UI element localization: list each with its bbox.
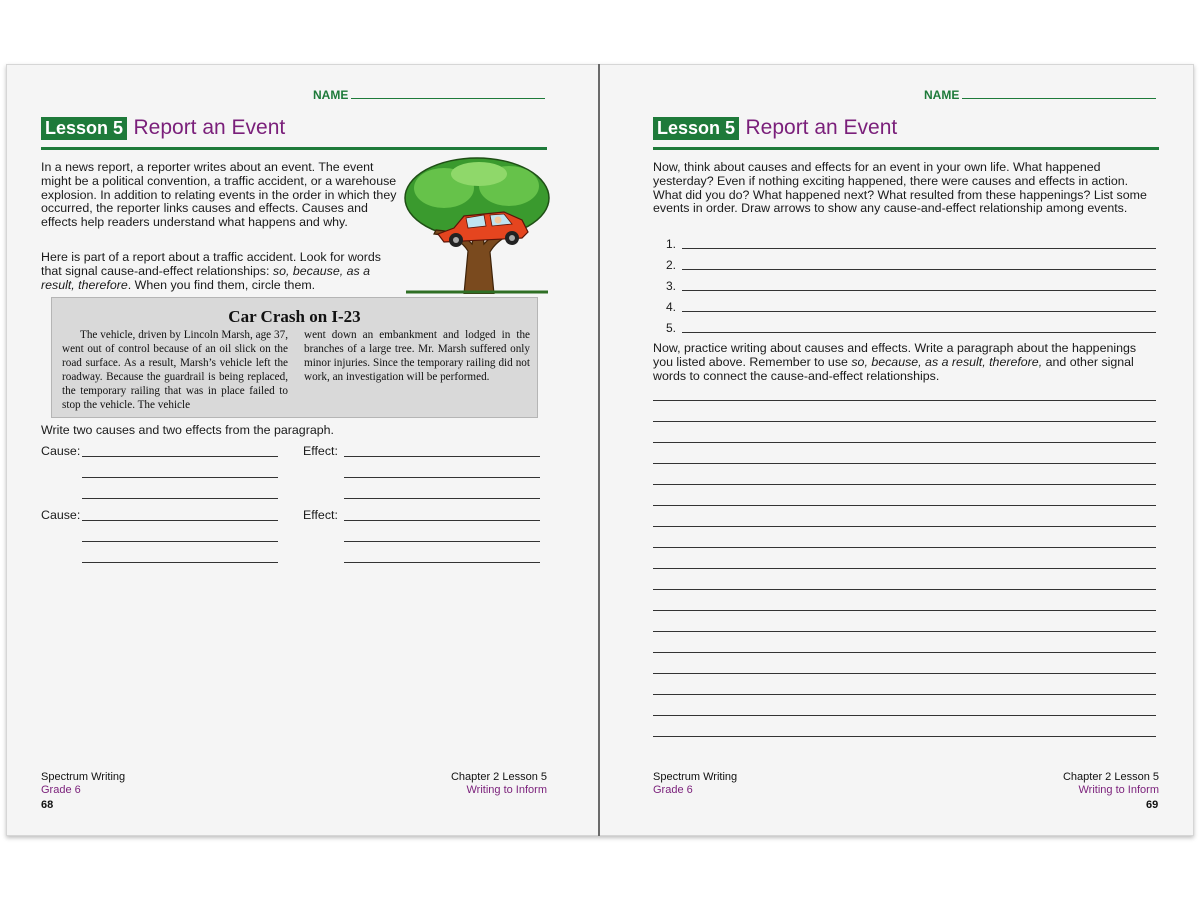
writing-line[interactable] <box>653 736 1156 737</box>
event-line-2[interactable] <box>682 269 1156 270</box>
event-line-4[interactable] <box>682 311 1156 312</box>
effect-label-1: Effect: <box>303 444 338 458</box>
page-number: 69 <box>1146 799 1159 811</box>
cause-1-line-2[interactable] <box>82 477 278 478</box>
lesson-tag: Lesson 5 <box>41 117 127 140</box>
writing-line[interactable] <box>653 463 1156 464</box>
writing-line[interactable] <box>653 505 1156 506</box>
intro-paragraph: Now, think about causes and effects for an event in your own life. What happened yesterday? Even if nothing exciting happened, there were causes and effects in action. What did you do? What happened next? What resulted from these happenings? List some events in order. Draw arrows to show any cause-and-effect relationship among events. <box>653 160 1147 216</box>
writing-line[interactable] <box>653 400 1156 401</box>
footer-section: Writing to Inform <box>466 784 547 796</box>
practice-pre: Now, practice writing about causes and effects. Write a paragraph about the happenings you listed above. Remember to use <box>653 341 1137 369</box>
tree-car-illustration <box>404 156 550 294</box>
name-label: NAME <box>313 88 349 102</box>
event-number-3: 3. <box>666 279 677 293</box>
writing-line[interactable] <box>653 547 1156 548</box>
article-title: Car Crash on I-23 <box>228 307 361 326</box>
writing-line[interactable] <box>653 715 1156 716</box>
lesson-header <box>41 116 547 150</box>
footer-grade: Grade 6 <box>41 784 81 796</box>
writing-line[interactable] <box>653 694 1156 695</box>
writing-line[interactable] <box>653 589 1156 590</box>
writing-line[interactable] <box>653 652 1156 653</box>
instruction-pre: Here is part of a report about a traffic accident. Look for words that signal cause-and-effect relationships: <box>41 250 381 278</box>
article-column-2: went down an embankment and lodged in the branches of a large tree. Mr. Marsh suffered only minor injuries. Since the temporary railing did not work, an investigation will be performed. <box>304 329 530 383</box>
event-line-5[interactable] <box>682 332 1156 333</box>
practice-post: and other signal words to connect the cause-and-effect relationships. <box>653 354 1134 383</box>
footer-series-title: Spectrum Writing <box>653 771 738 783</box>
cause-label-2: Cause: <box>41 508 81 522</box>
intro-paragraph: In a news report, a reporter writes about an event. The event might be a political convention, a traffic accident, or a warehouse explosion. In addition to relating events in the order in which they occurred, the reporter links causes and effects. Causes and effects help readers understand what happens and why. <box>41 160 397 230</box>
event-line-3[interactable] <box>682 290 1156 291</box>
instruction-signal-words: so, because, as a result, therefore <box>41 263 371 292</box>
left-page <box>6 64 598 836</box>
footer-chapter: Chapter 2 Lesson 5 <box>450 771 547 783</box>
lesson-title: Report an Event <box>133 116 286 139</box>
footer-right <box>1009 771 1159 797</box>
effect-1-line-3[interactable] <box>344 498 540 499</box>
footer-section: Writing to Inform <box>1078 784 1159 796</box>
practice-signal-words: so, because, as a result, therefore, <box>851 354 1043 369</box>
page-number: 68 <box>41 799 54 811</box>
event-number-4: 4. <box>666 300 677 314</box>
writing-line[interactable] <box>653 568 1156 569</box>
writing-line[interactable] <box>653 673 1156 674</box>
instruction-paragraph <box>41 251 403 292</box>
cause-2-line-2[interactable] <box>82 541 278 542</box>
right-page <box>600 64 1192 836</box>
article-column-1: The vehicle, driven by Lincoln Marsh, age 37, went out of control because of an oil slick on the road surface. As a result, Marsh’s vehicle left the roadway. Because the guardrail is being replaced, the temporary railing that was in place failed to stop the vehicle. The vehicle <box>62 329 288 411</box>
event-number-2: 2. <box>666 258 677 272</box>
writing-line[interactable] <box>653 610 1156 611</box>
footer-left <box>653 771 737 797</box>
cause-1-line-3[interactable] <box>82 498 278 499</box>
article-columns <box>62 328 530 412</box>
footer-grade: Grade 6 <box>653 784 693 796</box>
name-field[interactable] <box>924 88 1156 102</box>
cause-label-1: Cause: <box>41 444 81 458</box>
cause-effect-task: Write two causes and two effects from the paragraph. <box>41 423 334 437</box>
cause-2-line-3[interactable] <box>82 562 278 563</box>
footer-series-title: Spectrum Writing <box>41 771 126 783</box>
footer-right <box>397 771 547 797</box>
cause-2-line-1[interactable] <box>82 520 278 521</box>
writing-line[interactable] <box>653 484 1156 485</box>
effect-1-line-1[interactable] <box>344 456 540 457</box>
writing-line[interactable] <box>653 442 1156 443</box>
name-label: NAME <box>924 88 960 102</box>
practice-paragraph <box>653 342 1148 383</box>
cause-1-line-1[interactable] <box>82 456 278 457</box>
effect-label-2: Effect: <box>303 508 338 522</box>
event-line-1[interactable] <box>682 248 1156 249</box>
event-number-1: 1. <box>666 237 677 251</box>
name-underline[interactable] <box>351 89 545 99</box>
effect-2-line-1[interactable] <box>344 520 540 521</box>
name-field[interactable] <box>313 88 545 102</box>
effect-2-line-2[interactable] <box>344 541 540 542</box>
writing-line[interactable] <box>653 421 1156 422</box>
lesson-tag: Lesson 5 <box>653 117 739 140</box>
event-number-5: 5. <box>666 321 677 335</box>
footer-left <box>41 771 125 797</box>
effect-2-line-3[interactable] <box>344 562 540 563</box>
name-underline[interactable] <box>962 89 1156 99</box>
instruction-post: . When you find them, circle them. <box>127 277 316 292</box>
writing-line[interactable] <box>653 631 1156 632</box>
lesson-title: Report an Event <box>745 116 898 139</box>
news-article-box <box>51 297 538 418</box>
writing-line[interactable] <box>653 526 1156 527</box>
footer-chapter: Chapter 2 Lesson 5 <box>1062 771 1159 783</box>
lesson-header <box>653 116 1159 150</box>
effect-1-line-2[interactable] <box>344 477 540 478</box>
